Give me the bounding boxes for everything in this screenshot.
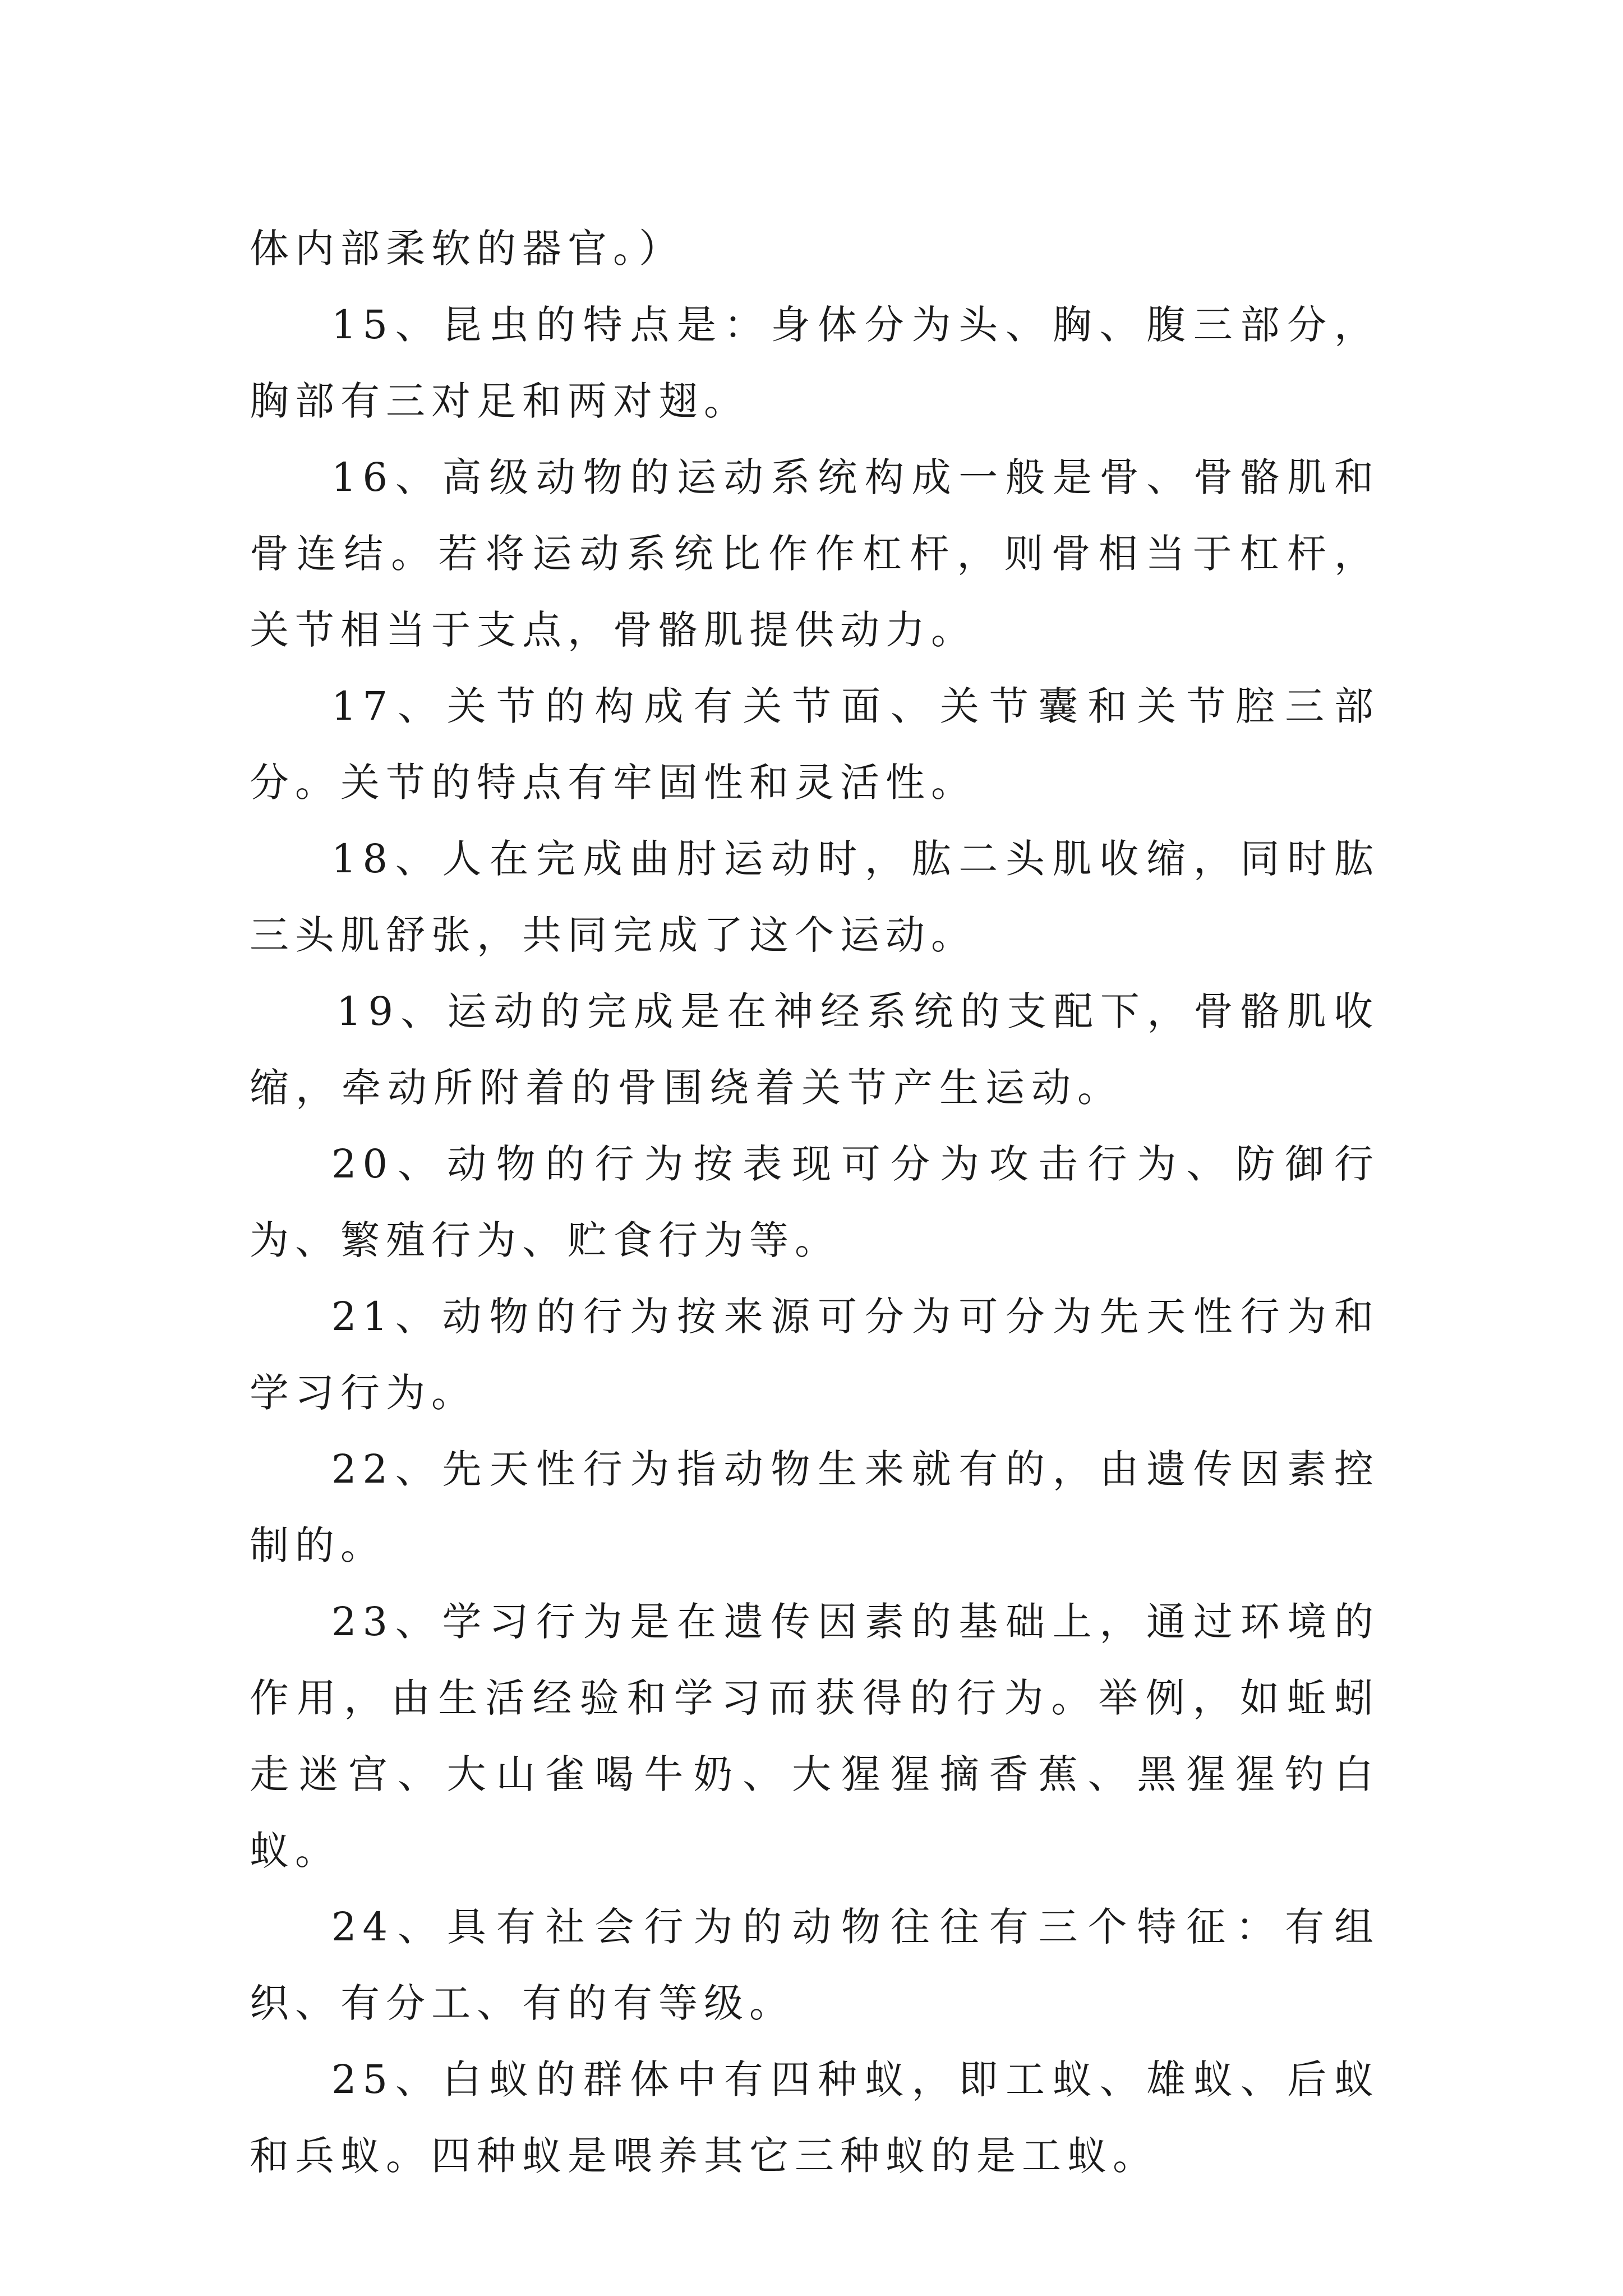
paragraph-item-17: 17、关节的构成有关节面、关节囊和关节腔三部分。关节的特点有牢固性和灵活性。 xyxy=(250,683,1380,806)
paragraph-item-23: 23、学习行为是在遗传因素的基础上，通过环境的作用，由生活经验和学习而获得的行为。举例，如蚯蚓走迷宫、大山雀喝牛奶、大猩猩摘香蕉、黑猩猩钓白蚁。 xyxy=(250,1599,1380,1874)
paragraph-item-15: 15、昆虫的特点是：身体分为头、胸、腹三部分，胸部有三对足和两对翅。 xyxy=(250,302,1380,424)
paragraph-item-25: 25、白蚁的群体中有四种蚁，即工蚁、雄蚁、后蚁和兵蚁。四种蚁是喂养其它三种蚁的是工蚁。 xyxy=(250,2056,1380,2179)
paragraph-item-19: 19、运动的完成是在神经系统的支配下，骨骼肌收缩，牵动所附着的骨围绕着关节产生运动。 xyxy=(250,988,1380,1111)
paragraph-continuation: 体内部柔软的器官。） xyxy=(250,226,684,272)
paragraph-item-21: 21、动物的行为按来源可分为可分为先天性行为和学习行为。 xyxy=(250,1294,1380,1416)
paragraph-item-22: 22、先天性行为指动物生来就有的，由遗传因素控制的。 xyxy=(250,1446,1380,1568)
paragraph-item-18: 18、人在完成曲肘运动时，肱二头肌收缩，同时肱三头肌舒张，共同完成了这个运动。 xyxy=(250,836,1380,958)
paragraph-item-24: 24、具有社会行为的动物往往有三个特征：有组织、有分工、有的有等级。 xyxy=(250,1904,1380,2026)
paragraph-item-20: 20、动物的行为按表现可分为攻击行为、防御行为、繁殖行为、贮食行为等。 xyxy=(250,1141,1380,1263)
document-body xyxy=(250,210,1380,2194)
paragraph-item-16: 16、高级动物的运动系统构成一般是骨、骨骼肌和骨连结。若将运动系统比作作杠杆，则骨相当于杠杆，关节相当于支点，骨骼肌提供动力。 xyxy=(250,454,1380,653)
